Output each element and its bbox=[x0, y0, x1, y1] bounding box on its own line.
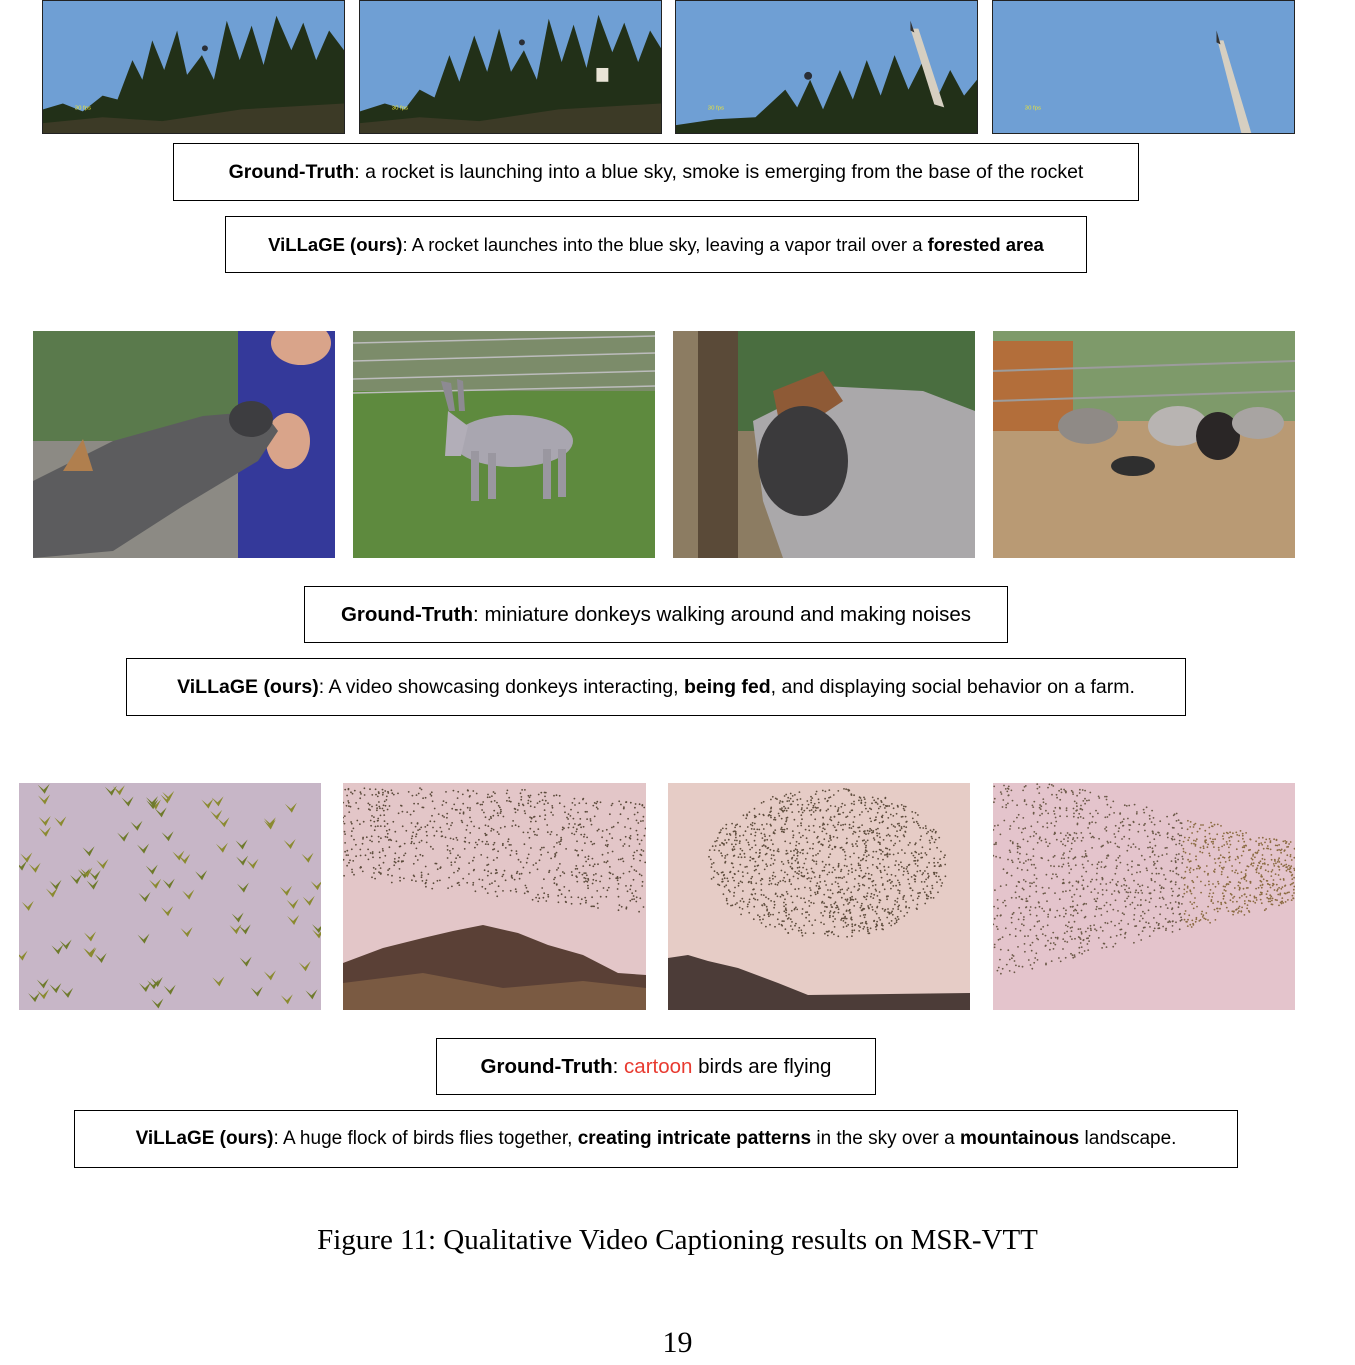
donkey-frame-1 bbox=[33, 331, 335, 558]
village-text-mid: in the sky over a bbox=[811, 1128, 960, 1149]
ground-truth-label: Ground-Truth bbox=[480, 1054, 613, 1078]
donkey-frame-2 bbox=[353, 331, 655, 558]
ground-truth-caption-1: Ground-Truth: a rocket is launching into a blue sky, smoke is emerging from the base of the rocket bbox=[173, 143, 1139, 201]
village-emphasis-1: creating intricate patterns bbox=[577, 1128, 812, 1149]
rocket-frame-4 bbox=[992, 0, 1295, 134]
svg-text:30 fps: 30 fps bbox=[1024, 105, 1041, 112]
village-text-end: landscape. bbox=[1079, 1128, 1177, 1149]
page-number: 19 bbox=[662, 1326, 693, 1359]
ground-truth-label: Ground-Truth bbox=[228, 160, 355, 183]
bird-frame-4 bbox=[993, 783, 1295, 1010]
bird-frame-3 bbox=[668, 783, 970, 1010]
figure-caption: Figure 11: Qualitative Video Captioning results on MSR-VTT bbox=[317, 1224, 1038, 1256]
village-emphasis: forested area bbox=[927, 233, 1044, 255]
village-text: A huge flock of birds flies together, bbox=[283, 1128, 578, 1149]
village-emphasis: being fed bbox=[684, 675, 771, 698]
ground-truth-text: miniature donkeys walking around and making noises bbox=[484, 602, 972, 626]
village-text-end: , and displaying social behavior on a farm. bbox=[770, 675, 1135, 698]
ground-truth-caption-3: Ground-Truth: cartoon birds are flying bbox=[436, 1038, 876, 1095]
bird-frame-1 bbox=[19, 783, 321, 1010]
svg-text:30 fps: 30 fps bbox=[74, 105, 91, 112]
svg-text:30 fps: 30 fps bbox=[391, 105, 408, 112]
ground-truth-text: a rocket is launching into a blue sky, smoke is emerging from the base of the rocket bbox=[365, 160, 1084, 183]
rocket-frame-1 bbox=[42, 0, 345, 134]
rocket-frame-3 bbox=[675, 0, 978, 134]
ground-truth-highlight: cartoon bbox=[624, 1054, 693, 1078]
rocket-frame-2 bbox=[359, 0, 662, 134]
bird-frame-2 bbox=[343, 783, 646, 1010]
village-label: ViLLaGE (ours) bbox=[268, 233, 403, 255]
village-label: ViLLaGE (ours) bbox=[135, 1128, 274, 1149]
svg-text:30 fps: 30 fps bbox=[707, 105, 724, 112]
village-emphasis-2: mountainous bbox=[959, 1128, 1080, 1149]
village-caption-2: ViLLaGE (ours): A video showcasing donkeys interacting, being fed, and displaying social behavior on a farm. bbox=[126, 658, 1186, 716]
village-caption-1: ViLLaGE (ours): A rocket launches into the blue sky, leaving a vapor trail over a forested area bbox=[225, 216, 1087, 273]
village-text: A video showcasing donkeys interacting, bbox=[328, 675, 684, 698]
ground-truth-text: birds are flying bbox=[692, 1054, 832, 1078]
ground-truth-caption-2: Ground-Truth: miniature donkeys walking around and making noises bbox=[304, 586, 1008, 643]
donkey-frame-3 bbox=[673, 331, 975, 558]
ground-truth-label: Ground-Truth bbox=[340, 602, 474, 626]
village-caption-3: ViLLaGE (ours): A huge flock of birds flies together, creating intricate patterns in the sky over a mountainous landscape. bbox=[74, 1110, 1238, 1168]
village-label: ViLLaGE (ours) bbox=[177, 675, 319, 698]
village-text: A rocket launches into the blue sky, leaving a vapor trail over a bbox=[411, 233, 928, 255]
donkey-frame-4 bbox=[993, 331, 1295, 558]
